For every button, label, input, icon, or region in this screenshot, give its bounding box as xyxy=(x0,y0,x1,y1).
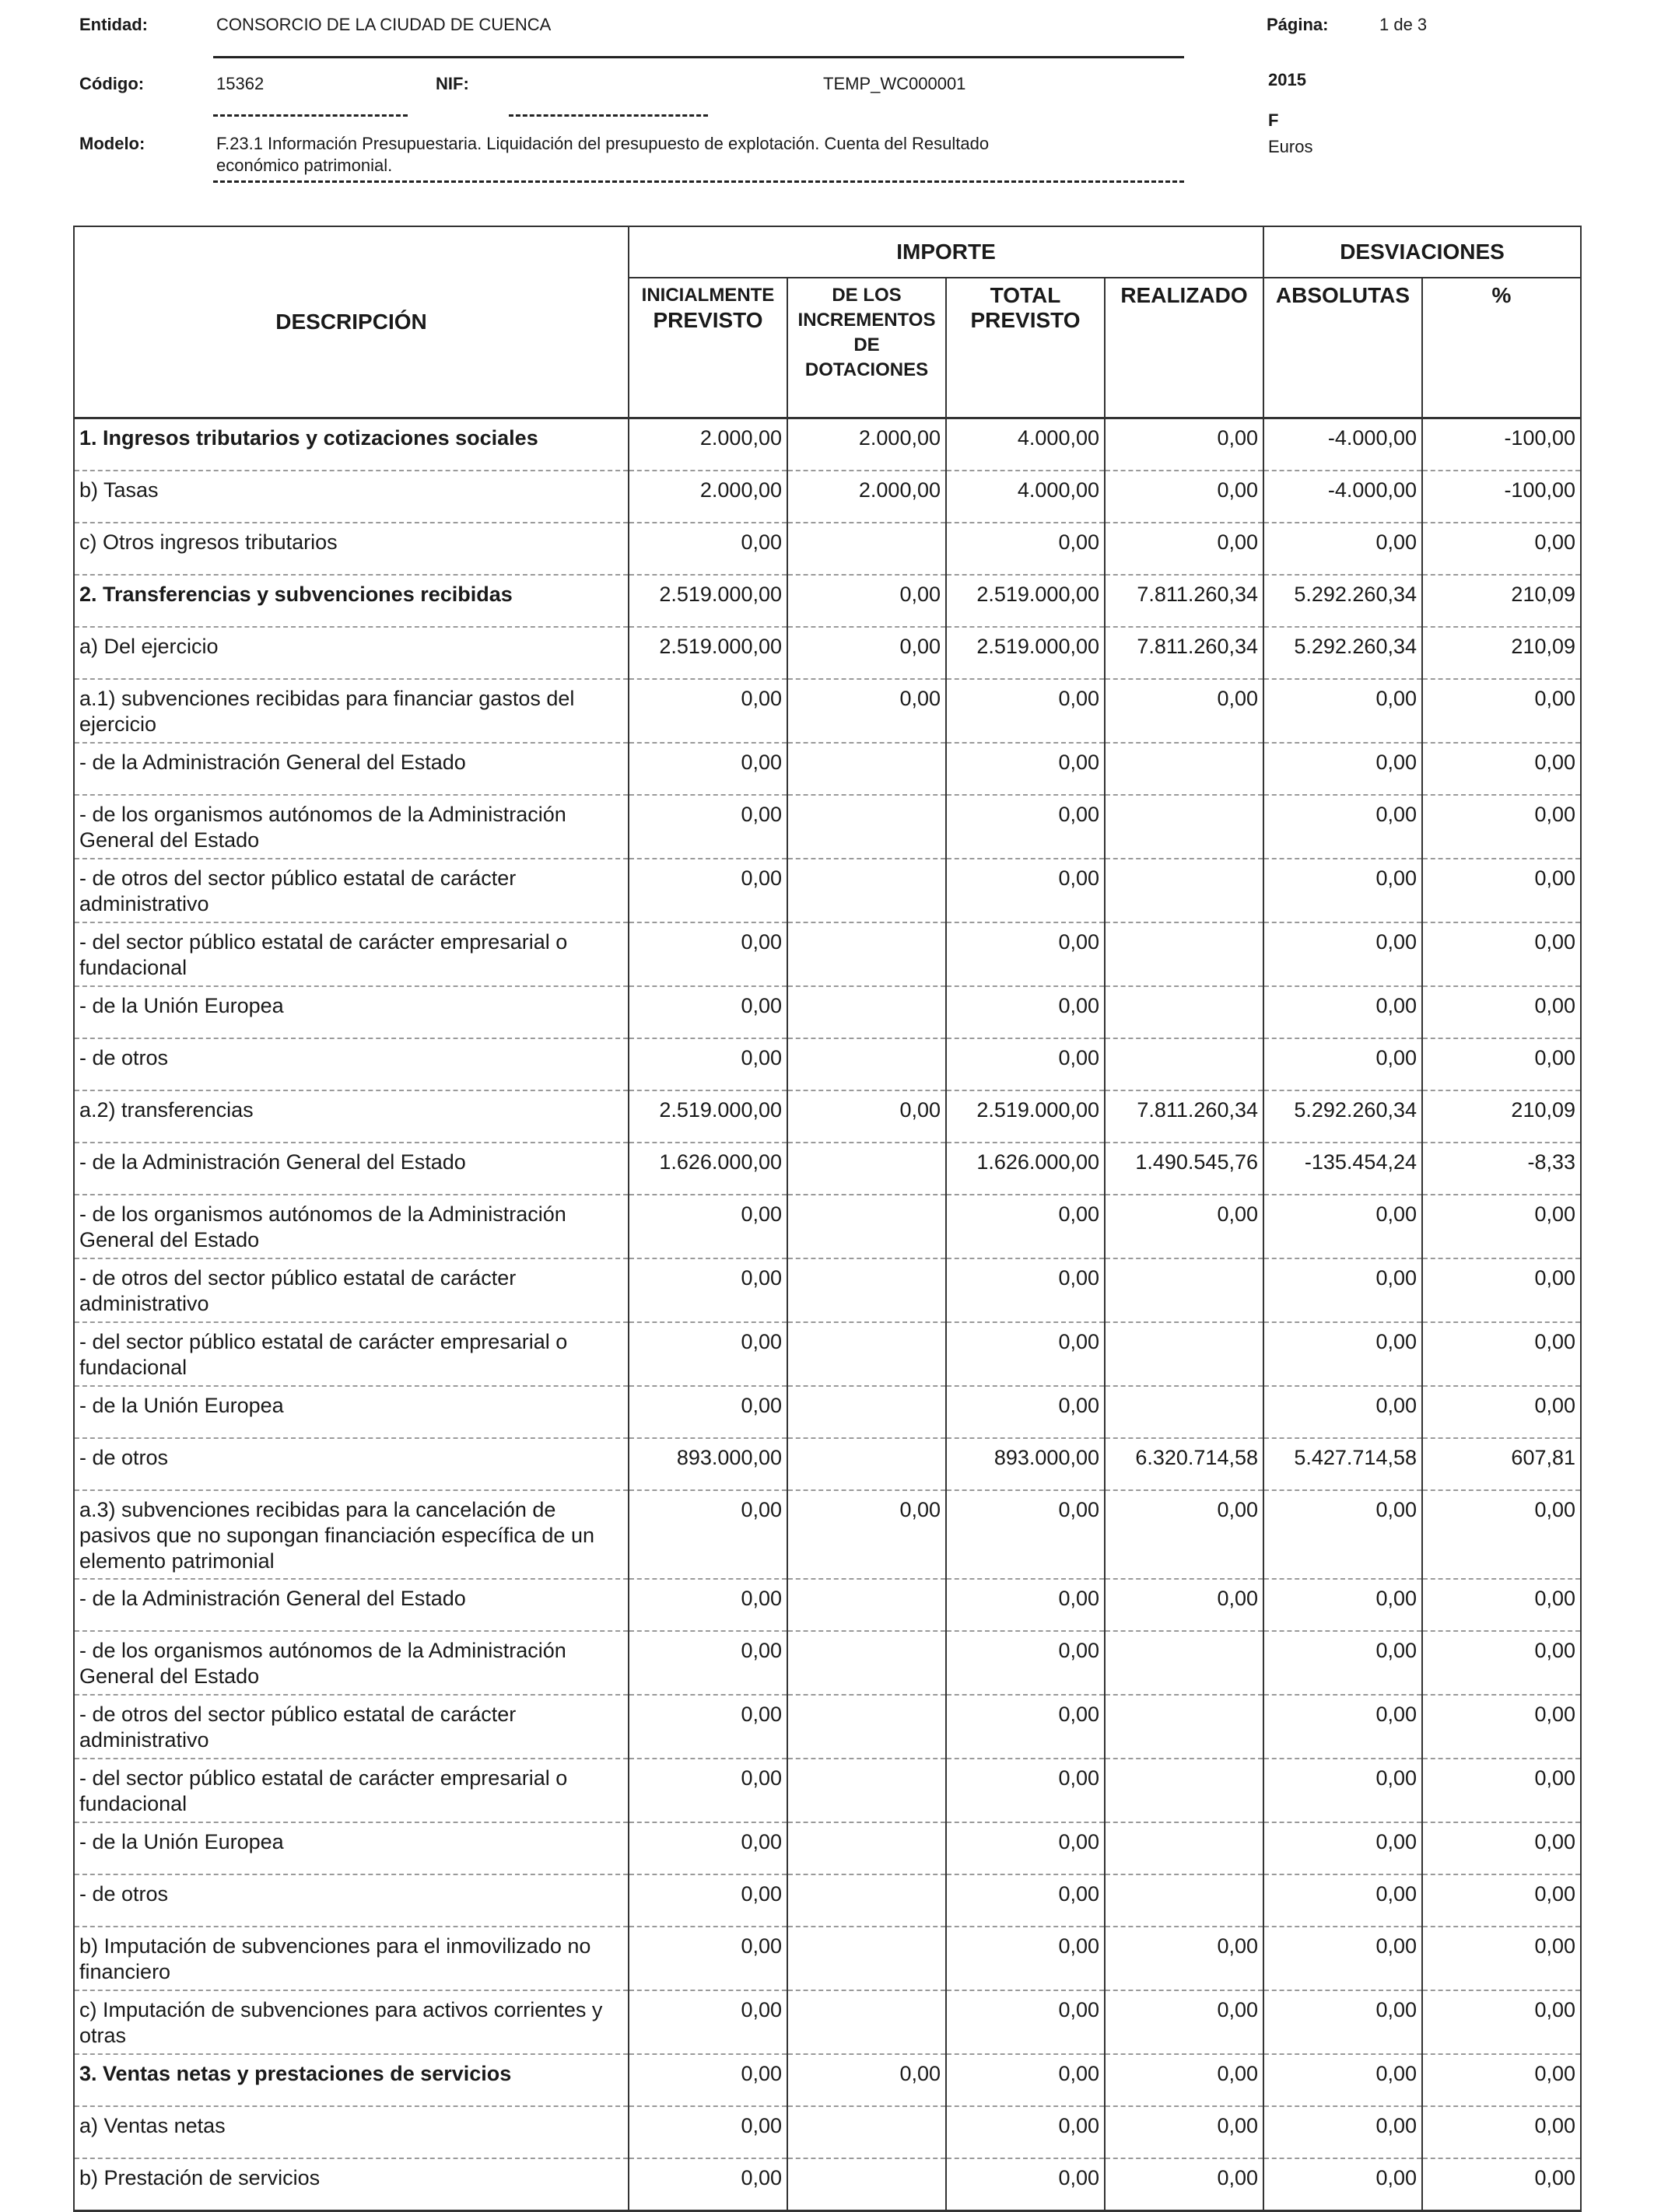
cell-tot: 0,00 xyxy=(946,859,1105,922)
cell-ini: 0,00 xyxy=(629,1874,787,1927)
cell-abs: 0,00 xyxy=(1263,986,1422,1038)
table-row xyxy=(74,2106,1581,2158)
row-description: - de los organismos autónomos de la Administración General del Estado xyxy=(74,795,629,859)
col-header-incr-line-2: INCREMENTOS xyxy=(797,310,936,331)
f-label: F xyxy=(1268,110,1279,130)
cell-tot: 0,00 xyxy=(946,922,1105,986)
cell-inc xyxy=(787,1195,946,1258)
row-description: - de la Unión Europea xyxy=(74,1822,629,1874)
cell-pct: 0,00 xyxy=(1422,1631,1581,1695)
col-header-total-line-1: TOTAL xyxy=(990,283,1061,307)
cell-abs: 0,00 xyxy=(1263,2106,1422,2158)
cell-pct: 0,00 xyxy=(1422,1695,1581,1759)
cell-ini: 893.000,00 xyxy=(629,1438,787,1490)
table-row xyxy=(74,986,1581,1038)
cell-pct: 0,00 xyxy=(1422,859,1581,922)
cell-abs: 0,00 xyxy=(1263,1695,1422,1759)
row-description: - del sector público estatal de carácter empresarial o fundacional xyxy=(74,922,629,986)
cell-real: 0,00 xyxy=(1105,1990,1263,2054)
row-description: c) Otros ingresos tributarios xyxy=(74,523,629,575)
cell-inc: 0,00 xyxy=(787,1090,946,1143)
cell-tot: 0,00 xyxy=(946,1322,1105,1386)
cell-pct: 0,00 xyxy=(1422,795,1581,859)
cell-real: 0,00 xyxy=(1105,679,1263,743)
table-row xyxy=(74,1038,1581,1090)
row-description: - de la Administración General del Estado xyxy=(74,1579,629,1631)
cell-abs: 0,00 xyxy=(1263,1759,1422,1822)
cell-tot: 4.000,00 xyxy=(946,418,1105,471)
cell-inc xyxy=(787,1695,946,1759)
table-row xyxy=(74,418,1581,471)
cell-inc xyxy=(787,1579,946,1631)
row-description: - de los organismos autónomos de la Administración General del Estado xyxy=(74,1195,629,1258)
year-value: 2015 xyxy=(1268,70,1306,89)
cell-pct: 0,00 xyxy=(1422,986,1581,1038)
cell-ini: 0,00 xyxy=(629,986,787,1038)
cell-inc xyxy=(787,1438,946,1490)
cell-real xyxy=(1105,859,1263,922)
col-header-incr-line-4: DOTACIONES xyxy=(804,359,929,380)
currency-value: Euros xyxy=(1268,137,1313,156)
row-description: a.3) subvenciones recibidas para la cancelación de pasivos que no supongan financiación específica de un elemento patrimonial xyxy=(74,1490,629,1579)
col-header-total-previsto xyxy=(946,278,1105,418)
table-row xyxy=(74,1927,1581,1990)
cell-abs: 0,00 xyxy=(1263,1038,1422,1090)
table-row xyxy=(74,2054,1581,2106)
cell-pct: 0,00 xyxy=(1422,1822,1581,1874)
cell-inc xyxy=(787,1822,946,1874)
cell-ini: 0,00 xyxy=(629,2158,787,2211)
cell-abs: 0,00 xyxy=(1263,795,1422,859)
cell-pct: 0,00 xyxy=(1422,1038,1581,1090)
cell-abs: 0,00 xyxy=(1263,1258,1422,1322)
cell-ini: 0,00 xyxy=(629,1490,787,1579)
cell-inc xyxy=(787,743,946,795)
cell-ini: 0,00 xyxy=(629,523,787,575)
row-description: - de los organismos autónomos de la Administración General del Estado xyxy=(74,1631,629,1695)
table-row xyxy=(74,471,1581,523)
cell-pct: 0,00 xyxy=(1422,2158,1581,2211)
cell-pct: 0,00 xyxy=(1422,1759,1581,1822)
entidad-label: Entidad: xyxy=(79,15,148,34)
entidad-underline xyxy=(213,56,1184,58)
cell-tot: 1.626.000,00 xyxy=(946,1143,1105,1195)
cell-abs: 0,00 xyxy=(1263,1822,1422,1874)
pagina-label: Página: xyxy=(1267,15,1329,34)
cell-inc xyxy=(787,1038,946,1090)
cell-pct: 0,00 xyxy=(1422,1322,1581,1386)
cell-ini: 0,00 xyxy=(629,1990,787,2054)
row-description: - de otros del sector público estatal de carácter administrativo xyxy=(74,859,629,922)
cell-inc xyxy=(787,523,946,575)
table-row xyxy=(74,1386,1581,1438)
col-header-realizado xyxy=(1105,278,1263,418)
cell-abs: -135.454,24 xyxy=(1263,1143,1422,1195)
cell-ini: 0,00 xyxy=(629,1195,787,1258)
cell-inc xyxy=(787,2158,946,2211)
table-row xyxy=(74,743,1581,795)
row-description: - de la Unión Europea xyxy=(74,1386,629,1438)
cell-tot: 0,00 xyxy=(946,1874,1105,1927)
row-description: b) Tasas xyxy=(74,471,629,523)
pagina-value: 1 de 3 xyxy=(1379,15,1428,34)
cell-real: 0,00 xyxy=(1105,1490,1263,1579)
cell-ini: 2.519.000,00 xyxy=(629,1090,787,1143)
table-row xyxy=(74,1631,1581,1695)
cell-tot: 0,00 xyxy=(946,743,1105,795)
cell-real: 1.490.545,76 xyxy=(1105,1143,1263,1195)
row-description: 1. Ingresos tributarios y cotizaciones sociales xyxy=(74,418,629,471)
row-description: - de la Administración General del Estado xyxy=(74,743,629,795)
cell-ini: 0,00 xyxy=(629,1258,787,1322)
nif-label: NIF: xyxy=(436,74,469,93)
cell-ini: 0,00 xyxy=(629,1759,787,1822)
row-description: - del sector público estatal de carácter empresarial o fundacional xyxy=(74,1759,629,1822)
col-header-total-line-2: PREVISTO xyxy=(970,308,1081,332)
cell-ini: 0,00 xyxy=(629,1386,787,1438)
table-row xyxy=(74,575,1581,627)
cell-tot: 0,00 xyxy=(946,2054,1105,2106)
cell-pct: 0,00 xyxy=(1422,1927,1581,1990)
cell-pct: 0,00 xyxy=(1422,1386,1581,1438)
table-row xyxy=(74,1322,1581,1386)
cell-ini: 0,00 xyxy=(629,1322,787,1386)
cell-ini: 0,00 xyxy=(629,1822,787,1874)
desc-header: DESCRIPCIÓN xyxy=(74,226,629,418)
cell-tot: 0,00 xyxy=(946,1258,1105,1322)
cell-pct: 0,00 xyxy=(1422,1874,1581,1927)
cell-tot: 0,00 xyxy=(946,986,1105,1038)
row-description: - del sector público estatal de carácter empresarial o fundacional xyxy=(74,1322,629,1386)
table-row xyxy=(74,1874,1581,1927)
cell-ini: 0,00 xyxy=(629,1695,787,1759)
cell-tot: 0,00 xyxy=(946,2158,1105,2211)
cell-ini: 2.519.000,00 xyxy=(629,575,787,627)
cell-ini: 0,00 xyxy=(629,2054,787,2106)
cell-abs: 0,00 xyxy=(1263,1322,1422,1386)
cell-inc: 0,00 xyxy=(787,2054,946,2106)
cell-inc xyxy=(787,795,946,859)
entidad-value: CONSORCIO DE LA CIUDAD DE CUENCA xyxy=(216,15,552,34)
col-header-incr-line-1: DE LOS xyxy=(832,285,902,306)
cell-inc xyxy=(787,1990,946,2054)
cell-inc xyxy=(787,1759,946,1822)
cell-inc: 2.000,00 xyxy=(787,418,946,471)
cell-real: 0,00 xyxy=(1105,523,1263,575)
cell-tot: 0,00 xyxy=(946,1927,1105,1990)
row-description: - de otros xyxy=(74,1438,629,1490)
cell-abs: 0,00 xyxy=(1263,1490,1422,1579)
cell-real xyxy=(1105,1874,1263,1927)
cell-real xyxy=(1105,922,1263,986)
cell-pct: 0,00 xyxy=(1422,2054,1581,2106)
row-description: a.1) subvenciones recibidas para financiar gastos del ejercicio xyxy=(74,679,629,743)
cell-real xyxy=(1105,1631,1263,1695)
cell-inc xyxy=(787,859,946,922)
row-description: a) Ventas netas xyxy=(74,2106,629,2158)
cell-real: 0,00 xyxy=(1105,2054,1263,2106)
cell-pct: 0,00 xyxy=(1422,1195,1581,1258)
col-header-inicialmente-previsto xyxy=(629,278,787,418)
cell-inc: 0,00 xyxy=(787,575,946,627)
table-row xyxy=(74,1579,1581,1631)
cell-tot: 0,00 xyxy=(946,1195,1105,1258)
cell-inc xyxy=(787,922,946,986)
cell-real: 0,00 xyxy=(1105,471,1263,523)
cell-pct: 0,00 xyxy=(1422,1579,1581,1631)
cell-pct: -8,33 xyxy=(1422,1143,1581,1195)
cell-tot: 0,00 xyxy=(946,1038,1105,1090)
col-header-percent-text: % xyxy=(1491,283,1512,307)
cell-pct: 0,00 xyxy=(1422,1990,1581,2054)
cell-tot: 0,00 xyxy=(946,1822,1105,1874)
cell-abs: 0,00 xyxy=(1263,1631,1422,1695)
cell-real xyxy=(1105,743,1263,795)
cell-real: 0,00 xyxy=(1105,1195,1263,1258)
cell-tot: 2.519.000,00 xyxy=(946,575,1105,627)
cell-pct: 0,00 xyxy=(1422,1490,1581,1579)
cell-inc xyxy=(787,1143,946,1195)
row-description: b) Prestación de servicios xyxy=(74,2158,629,2211)
cell-inc xyxy=(787,1258,946,1322)
cell-real xyxy=(1105,795,1263,859)
cell-inc: 0,00 xyxy=(787,1490,946,1579)
cell-real: 7.811.260,34 xyxy=(1105,627,1263,679)
table-row xyxy=(74,523,1581,575)
table-row xyxy=(74,1822,1581,1874)
col-header-absolutas xyxy=(1263,278,1422,418)
table-row xyxy=(74,1143,1581,1195)
cell-real: 6.320.714,58 xyxy=(1105,1438,1263,1490)
cell-inc xyxy=(787,2106,946,2158)
cell-pct: 210,09 xyxy=(1422,627,1581,679)
cell-tot: 0,00 xyxy=(946,1695,1105,1759)
table-row xyxy=(74,1490,1581,1579)
row-description: a) Del ejercicio xyxy=(74,627,629,679)
table-row xyxy=(74,1695,1581,1759)
importe-header: IMPORTE xyxy=(629,226,1263,278)
cell-inc xyxy=(787,1631,946,1695)
cell-abs: 0,00 xyxy=(1263,1195,1422,1258)
col-header-percent xyxy=(1422,278,1581,418)
cell-real xyxy=(1105,1038,1263,1090)
cell-inc xyxy=(787,1322,946,1386)
col-header-incrementos xyxy=(787,278,946,418)
cell-abs: 0,00 xyxy=(1263,1386,1422,1438)
cell-abs: 0,00 xyxy=(1263,1927,1422,1990)
cell-inc: 0,00 xyxy=(787,627,946,679)
cell-inc: 2.000,00 xyxy=(787,471,946,523)
nif-underline xyxy=(509,114,708,117)
cell-inc xyxy=(787,1386,946,1438)
row-description: c) Imputación de subvenciones para activos corrientes y otras xyxy=(74,1990,629,2054)
table-row xyxy=(74,1438,1581,1490)
table-row xyxy=(74,627,1581,679)
codigo-underline xyxy=(213,114,408,117)
cell-abs: 5.292.260,34 xyxy=(1263,575,1422,627)
cell-real: 0,00 xyxy=(1105,2158,1263,2211)
codigo-label: Código: xyxy=(79,74,145,93)
cell-pct: 210,09 xyxy=(1422,1090,1581,1143)
row-description: - de otros xyxy=(74,1038,629,1090)
cell-real xyxy=(1105,1258,1263,1322)
cell-tot: 893.000,00 xyxy=(946,1438,1105,1490)
cell-tot: 0,00 xyxy=(946,795,1105,859)
cell-tot: 0,00 xyxy=(946,523,1105,575)
cell-abs: -4.000,00 xyxy=(1263,471,1422,523)
cell-pct: -100,00 xyxy=(1422,471,1581,523)
table-row xyxy=(74,1759,1581,1822)
cell-abs: 0,00 xyxy=(1263,679,1422,743)
cell-real: 7.811.260,34 xyxy=(1105,575,1263,627)
row-description: - de otros xyxy=(74,1874,629,1927)
cell-inc: 0,00 xyxy=(787,679,946,743)
cell-real xyxy=(1105,1386,1263,1438)
table-row xyxy=(74,859,1581,922)
cell-tot: 0,00 xyxy=(946,2106,1105,2158)
table-row xyxy=(74,1258,1581,1322)
cell-ini: 0,00 xyxy=(629,859,787,922)
cell-abs: 5.292.260,34 xyxy=(1263,1090,1422,1143)
cell-pct: 0,00 xyxy=(1422,679,1581,743)
cell-real xyxy=(1105,1822,1263,1874)
cell-ini: 2.519.000,00 xyxy=(629,627,787,679)
cell-real: 0,00 xyxy=(1105,1579,1263,1631)
col-header-inicial-big: PREVISTO xyxy=(653,308,763,332)
cell-ini: 0,00 xyxy=(629,1631,787,1695)
col-header-inicial-small: INICIALMENTE xyxy=(641,285,775,306)
cell-ini: 1.626.000,00 xyxy=(629,1143,787,1195)
cell-pct: 607,81 xyxy=(1422,1438,1581,1490)
cell-abs: 0,00 xyxy=(1263,743,1422,795)
cell-real: 0,00 xyxy=(1105,2106,1263,2158)
row-description: - de otros del sector público estatal de carácter administrativo xyxy=(74,1695,629,1759)
cell-inc xyxy=(787,986,946,1038)
modelo-label: Modelo: xyxy=(79,134,145,153)
cell-pct: -100,00 xyxy=(1422,418,1581,471)
cell-abs: 0,00 xyxy=(1263,859,1422,922)
cell-ini: 0,00 xyxy=(629,1579,787,1631)
modelo-underline xyxy=(213,180,1184,183)
cell-pct: 210,09 xyxy=(1422,575,1581,627)
row-description: a.2) transferencias xyxy=(74,1090,629,1143)
table-row xyxy=(74,2158,1581,2211)
cell-abs: 0,00 xyxy=(1263,2054,1422,2106)
col-header-realizado-text: REALIZADO xyxy=(1120,283,1248,307)
table-row xyxy=(74,679,1581,743)
cell-real xyxy=(1105,1759,1263,1822)
row-description: 3. Ventas netas y prestaciones de servicios xyxy=(74,2054,629,2106)
cell-abs: 0,00 xyxy=(1263,922,1422,986)
cell-ini: 0,00 xyxy=(629,2106,787,2158)
table-row xyxy=(74,1990,1581,2054)
cell-tot: 0,00 xyxy=(946,1579,1105,1631)
row-description: - de otros del sector público estatal de carácter administrativo xyxy=(74,1258,629,1322)
cell-abs: 0,00 xyxy=(1263,1990,1422,2054)
cell-abs: 5.292.260,34 xyxy=(1263,627,1422,679)
table-row xyxy=(74,1090,1581,1143)
cell-pct: 0,00 xyxy=(1422,743,1581,795)
cell-tot: 4.000,00 xyxy=(946,471,1105,523)
cell-abs: 5.427.714,58 xyxy=(1263,1438,1422,1490)
cell-inc xyxy=(787,1874,946,1927)
codigo-value: 15362 xyxy=(216,74,265,93)
cell-tot: 0,00 xyxy=(946,679,1105,743)
desviaciones-header: DESVIACIONES xyxy=(1263,226,1581,278)
cell-abs: -4.000,00 xyxy=(1263,418,1422,471)
row-description: b) Imputación de subvenciones para el inmovilizado no financiero xyxy=(74,1927,629,1990)
cell-abs: 0,00 xyxy=(1263,1874,1422,1927)
cell-tot: 2.519.000,00 xyxy=(946,1090,1105,1143)
cell-tot: 0,00 xyxy=(946,1759,1105,1822)
cell-abs: 0,00 xyxy=(1263,523,1422,575)
cell-ini: 0,00 xyxy=(629,1038,787,1090)
cell-real xyxy=(1105,1695,1263,1759)
budget-table xyxy=(73,226,1582,2212)
table-row xyxy=(74,1195,1581,1258)
cell-ini: 0,00 xyxy=(629,1927,787,1990)
cell-abs: 0,00 xyxy=(1263,2158,1422,2211)
cell-tot: 0,00 xyxy=(946,1490,1105,1579)
cell-ini: 2.000,00 xyxy=(629,418,787,471)
cell-ini: 0,00 xyxy=(629,743,787,795)
cell-real: 0,00 xyxy=(1105,1927,1263,1990)
modelo-line-1: F.23.1 Información Presupuestaria. Liquidación del presupuesto de explotación. Cuenta del Resultado xyxy=(216,134,990,153)
nif-value: TEMP_WC000001 xyxy=(823,74,966,93)
col-header-absolutas-text: ABSOLUTAS xyxy=(1275,283,1410,307)
cell-ini: 2.000,00 xyxy=(629,471,787,523)
cell-real xyxy=(1105,1322,1263,1386)
cell-ini: 0,00 xyxy=(629,795,787,859)
cell-pct: 0,00 xyxy=(1422,922,1581,986)
row-description: - de la Administración General del Estado xyxy=(74,1143,629,1195)
cell-real: 7.811.260,34 xyxy=(1105,1090,1263,1143)
cell-pct: 0,00 xyxy=(1422,1258,1581,1322)
cell-tot: 0,00 xyxy=(946,1386,1105,1438)
cell-real xyxy=(1105,986,1263,1038)
cell-abs: 0,00 xyxy=(1263,1579,1422,1631)
cell-pct: 0,00 xyxy=(1422,2106,1581,2158)
row-description: 2. Transferencias y subvenciones recibidas xyxy=(74,575,629,627)
row-description: - de la Unión Europea xyxy=(74,986,629,1038)
cell-real: 0,00 xyxy=(1105,418,1263,471)
cell-tot: 0,00 xyxy=(946,1631,1105,1695)
cell-inc xyxy=(787,1927,946,1990)
cell-ini: 0,00 xyxy=(629,679,787,743)
cell-tot: 0,00 xyxy=(946,1990,1105,2054)
cell-tot: 2.519.000,00 xyxy=(946,627,1105,679)
table-row xyxy=(74,795,1581,859)
cell-ini: 0,00 xyxy=(629,922,787,986)
table-row xyxy=(74,922,1581,986)
modelo-line-2: económico patrimonial. xyxy=(216,156,393,175)
cell-pct: 0,00 xyxy=(1422,523,1581,575)
col-header-incr-line-3: DE xyxy=(853,334,880,355)
